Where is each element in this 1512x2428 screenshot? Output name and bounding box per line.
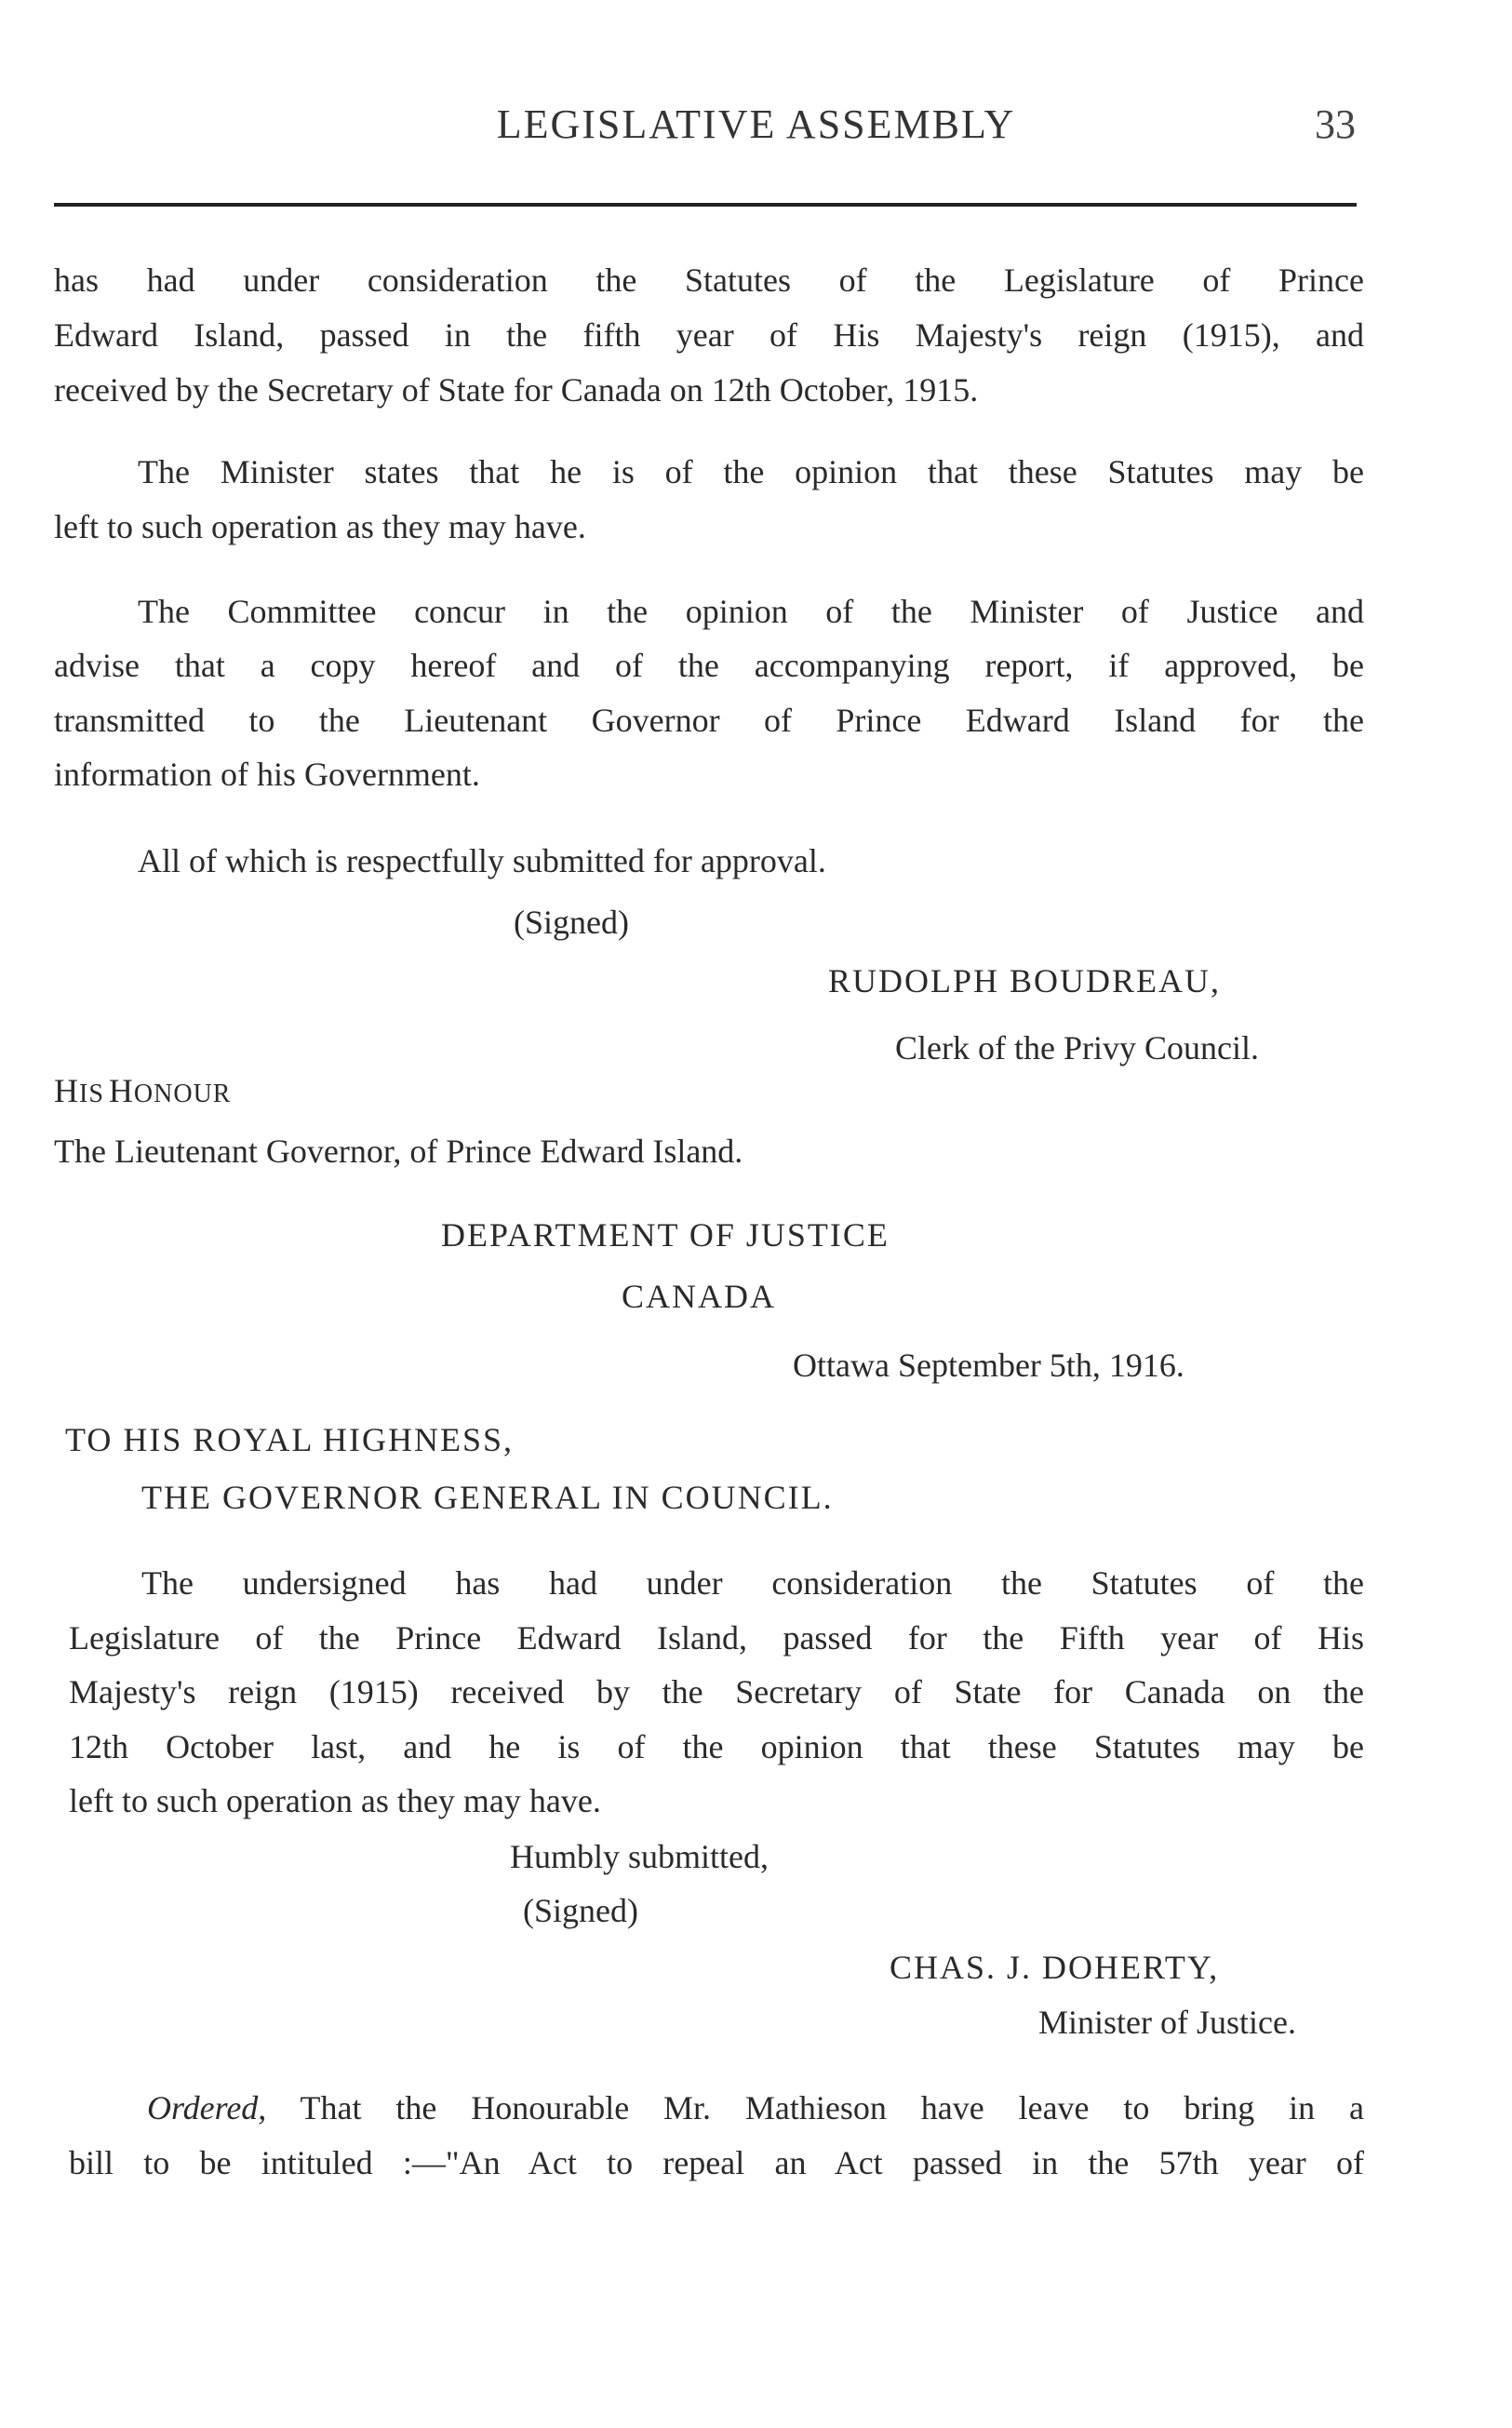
signed-label: (Signed) [514, 904, 629, 941]
addressee-heading [54, 1064, 231, 1126]
paragraph-line: Edward Island, passed in the fifth year of His Majesty's reign (1915), and [54, 316, 1364, 354]
paragraph-line: received by the Secretary of State for Canada on 12th October, 1915. [54, 371, 979, 409]
signer-name: CHAS. J. DOHERTY, [890, 1949, 1220, 1986]
date-line: Ottawa September 5th, 1916. [793, 1347, 1184, 1384]
paragraph-line: has had under consideration the Statutes of the Legislature of Prince [54, 262, 1364, 299]
department-heading: DEPARTMENT OF JUSTICE [441, 1216, 890, 1254]
addressee-rest: ONOUR [133, 1080, 232, 1108]
submitted-for-approval: All of which is respectfully submitted for approval. [138, 842, 826, 879]
signer-title: Clerk of the Privy Council. [895, 1029, 1259, 1066]
paragraph-line [147, 2081, 1364, 2136]
addressee-initial: H [108, 1072, 134, 1109]
ordered-text: That the Honourable Mr. Mathieson have leave to bring in a [266, 2089, 1364, 2126]
country-heading: CANADA [622, 1278, 777, 1315]
salutation-line: TO HIS ROYAL HIGHNESS, [65, 1421, 515, 1458]
paragraph-line: The undersigned has had under consideration the Statutes of the [141, 1564, 1364, 1602]
addressee-initial: H [54, 1072, 79, 1109]
paragraph-line: The Minister states that he is of the opinion that these Statutes may be [138, 453, 1364, 490]
paragraph-line: information of his Government. [54, 756, 480, 793]
humbly-submitted: Humbly submitted, [510, 1838, 769, 1875]
paragraph-line: Majesty's reign (1915) received by the Secretary of State for Canada on the [69, 1673, 1364, 1710]
paragraph-line: transmitted to the Lieutenant Governor of Prince Edward Island for the [54, 702, 1364, 739]
addressee-rest: IS [79, 1080, 104, 1108]
header-title: LEGISLATIVE ASSEMBLY [496, 101, 1016, 147]
signer-title: Minister of Justice. [1038, 2004, 1296, 2041]
page-number: 33 [1315, 101, 1356, 147]
ordered-word: Ordered, [147, 2089, 267, 2126]
paragraph-line: left to such operation as they may have. [54, 508, 586, 545]
paragraph-line: Legislature of the Prince Edward Island, passed for the Fifth year of His [69, 1619, 1364, 1657]
addressee-line: The Lieutenant Governor, of Prince Edward Island. [54, 1133, 743, 1170]
paragraph-line: The Committee concur in the opinion of the Minister of Justice and [138, 593, 1364, 630]
signer-name: RUDOLPH BOUDREAU, [828, 962, 1222, 999]
signed-label: (Signed) [523, 1892, 638, 1929]
paragraph-line: left to such operation as they may have. [69, 1782, 601, 1819]
paragraph-line: advise that a copy hereof and of the accompanying report, if approved, be [54, 647, 1364, 684]
header-rule [54, 203, 1357, 207]
paragraph-line: 12th October last, and he is of the opinion that these Statutes may be [69, 1728, 1364, 1765]
salutation-line: THE GOVERNOR GENERAL IN COUNCIL. [141, 1479, 834, 1516]
paragraph-line: bill to be intituled :—"An Act to repeal an Act passed in the 57th year of [69, 2144, 1364, 2181]
